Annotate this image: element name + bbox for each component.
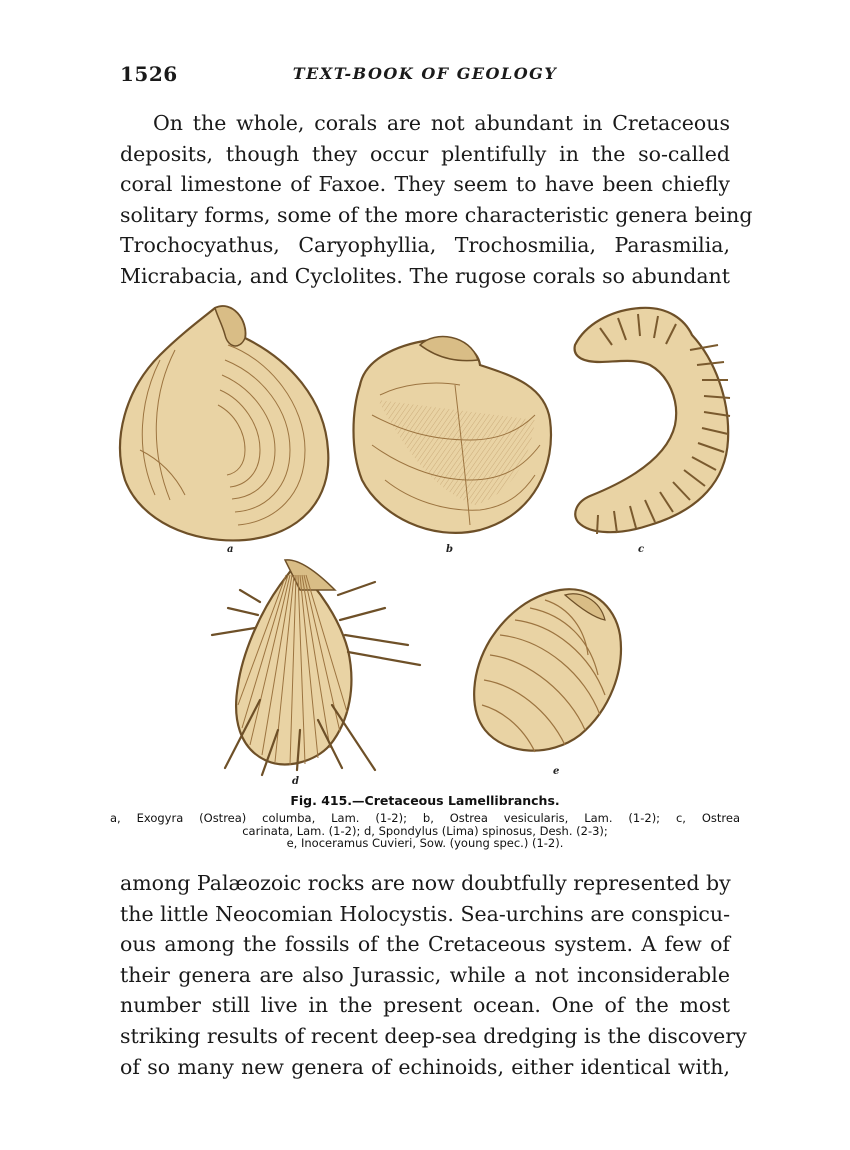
running-title: TEXT-BOOK OF GEOLOGY bbox=[292, 64, 558, 83]
panel-label-a: a bbox=[227, 544, 234, 555]
caption-line: a, Exogyra (Ostrea) columba, Lam. (1-2); b, Ostrea vesicularis, Lam. (1-2); c, Ostrea bbox=[110, 811, 740, 825]
shell-b-ostrea-vesicularis bbox=[354, 337, 551, 533]
text-line: solitary forms, some of the more characteristic genera being bbox=[120, 202, 753, 227]
fossil-figure bbox=[0, 290, 850, 790]
text-line: the little Neocomian Holocystis. Sea-urchins are conspicu- bbox=[120, 901, 730, 926]
text-line: deposits, though they occur plentifully in the so-called bbox=[120, 141, 730, 166]
panel-label-c: c bbox=[638, 544, 645, 555]
panel-label-d: d bbox=[292, 776, 299, 787]
figure-caption bbox=[110, 793, 740, 850]
caption-title: Fig. 415.—Cretaceous Lamellibranchs. bbox=[290, 793, 560, 808]
text-line: among Palæozoic rocks are now doubtfully represented by bbox=[120, 871, 731, 895]
shell-e-inoceramus bbox=[474, 589, 621, 752]
panel-label-e: e bbox=[553, 766, 560, 777]
text-line: number still live in the present ocean. One of the most bbox=[120, 993, 730, 1018]
running-head bbox=[120, 62, 730, 92]
text-line: ous among the fossils of the Cretaceous system. A few of bbox=[120, 932, 730, 957]
caption-line: carinata, Lam. (1-2); d, Spondylus (Lima) spinosus, Desh. (2-3); bbox=[242, 823, 608, 838]
text-line: striking results of recent deep-sea dredging is the discovery bbox=[120, 1023, 747, 1048]
text-line: coral limestone of Faxoe. They seem to have been chiefly bbox=[120, 172, 730, 197]
shell-a-exogyra bbox=[120, 306, 328, 540]
caption-body bbox=[110, 812, 740, 850]
page-number: 1526 bbox=[120, 62, 178, 86]
shell-d-spondylus bbox=[212, 560, 420, 775]
text-line: Micrabacia, and Cyclolites. The rugose corals so abundant bbox=[120, 263, 730, 288]
text-line: their genera are also Jurassic, while a not inconsiderable bbox=[120, 962, 730, 987]
panel-label-b: b bbox=[446, 544, 453, 555]
paragraph-top bbox=[120, 108, 753, 292]
fossil-illustrations bbox=[0, 290, 850, 790]
text-line: On the whole, corals are not abundant in Cretaceous bbox=[153, 111, 730, 135]
paragraph-bottom bbox=[120, 868, 747, 1082]
shell-c-ostrea-carinata bbox=[575, 308, 730, 534]
text-line: of so many new genera of echinoids, either identical with, bbox=[120, 1054, 730, 1079]
caption-line: e, Inoceramus Cuvieri, Sow. (young spec.) (1-2). bbox=[286, 836, 564, 851]
text-line: Trochocyathus, Caryophyllia, Trochosmilia, Parasmilia, bbox=[120, 233, 730, 258]
